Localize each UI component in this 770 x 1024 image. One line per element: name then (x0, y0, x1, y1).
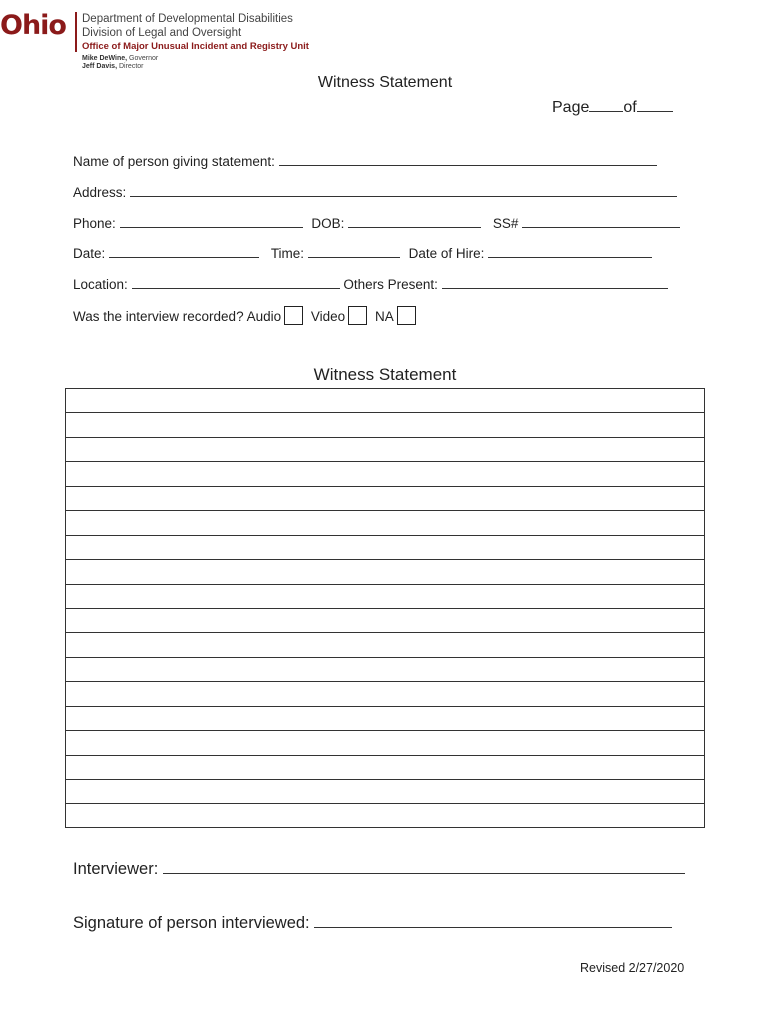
statement-line[interactable] (66, 682, 704, 706)
page-number-field[interactable] (589, 99, 623, 112)
governor-line (82, 55, 158, 63)
page-label: Page (552, 99, 590, 116)
of-label: of (623, 99, 637, 116)
video-checkbox[interactable] (348, 306, 367, 325)
department-name: Department of Developmental Disabilities (82, 13, 293, 25)
phone-row (73, 215, 680, 231)
statement-line[interactable] (66, 658, 704, 682)
date-field[interactable] (109, 245, 259, 258)
statement-line[interactable] (66, 804, 704, 828)
statement-line[interactable] (66, 413, 704, 437)
location-label: Location: (73, 277, 128, 292)
statement-lines (65, 388, 705, 828)
recorded-row (73, 306, 416, 325)
agency-block (82, 12, 309, 54)
na-label: NA (374, 309, 394, 324)
director-name: Jeff Davis, (82, 63, 118, 70)
governor-title: Governor (129, 55, 159, 62)
statement-line[interactable] (66, 536, 704, 560)
unit-name: Office of Major Unusual Incident and Registry Unit (82, 41, 309, 52)
interviewer-label: Interviewer: (73, 860, 159, 878)
director-title: Director (118, 63, 144, 70)
date-row (73, 245, 652, 261)
interviewer-field[interactable] (163, 858, 685, 874)
statement-line[interactable] (66, 389, 704, 413)
statement-section-title: Witness Statement (313, 365, 457, 384)
date-label: Date: (73, 246, 106, 261)
page-total-field[interactable] (637, 99, 673, 112)
statement-line[interactable] (66, 609, 704, 633)
others-label: Others Present: (343, 277, 438, 292)
statement-line[interactable] (66, 487, 704, 511)
address-field[interactable] (130, 184, 677, 197)
na-checkbox[interactable] (397, 306, 416, 325)
ss-field[interactable] (522, 215, 680, 228)
statement-line[interactable] (66, 560, 704, 584)
statement-line[interactable] (66, 511, 704, 535)
statement-line[interactable] (66, 633, 704, 657)
statement-line[interactable] (66, 756, 704, 780)
governor-name: Mike DeWine, (82, 55, 128, 62)
name-label: Name of person giving statement: (73, 154, 275, 169)
recorded-label: Was the interview recorded? (73, 309, 244, 324)
time-field[interactable] (308, 245, 400, 258)
statement-line[interactable] (66, 780, 704, 804)
video-label: Video (310, 309, 346, 324)
ohio-logo: Ohio (0, 10, 66, 41)
statement-line[interactable] (66, 438, 704, 462)
hire-date-field[interactable] (488, 245, 652, 258)
audio-checkbox[interactable] (284, 306, 303, 325)
dob-label: DOB: (311, 216, 345, 231)
signature-label: Signature of person interviewed: (73, 914, 310, 932)
director-line (82, 63, 158, 71)
hire-label: Date of Hire: (408, 246, 485, 261)
page-title: Witness Statement (317, 74, 453, 91)
statement-line[interactable] (66, 462, 704, 486)
address-label: Address: (73, 185, 127, 200)
others-present-field[interactable] (442, 276, 668, 289)
name-row (73, 153, 657, 169)
signature-field[interactable] (314, 912, 672, 928)
location-row (73, 276, 668, 292)
revision-date: Revised 2/27/2020 (580, 961, 685, 975)
address-row (73, 184, 677, 200)
name-field[interactable] (279, 153, 657, 166)
statement-line[interactable] (66, 731, 704, 755)
phone-label: Phone: (73, 216, 116, 231)
signature-row (73, 912, 672, 933)
statement-line[interactable] (66, 585, 704, 609)
logo-divider (75, 12, 77, 52)
phone-field[interactable] (120, 215, 303, 228)
interviewer-row (73, 858, 685, 879)
dob-field[interactable] (348, 215, 481, 228)
page-indicator (552, 99, 673, 117)
ss-label: SS# (492, 216, 519, 231)
division-name: Division of Legal and Oversight (82, 27, 242, 39)
time-label: Time: (270, 246, 305, 261)
officials-block (82, 55, 158, 71)
statement-line[interactable] (66, 707, 704, 731)
audio-label: Audio (246, 309, 282, 324)
location-field[interactable] (132, 276, 340, 289)
